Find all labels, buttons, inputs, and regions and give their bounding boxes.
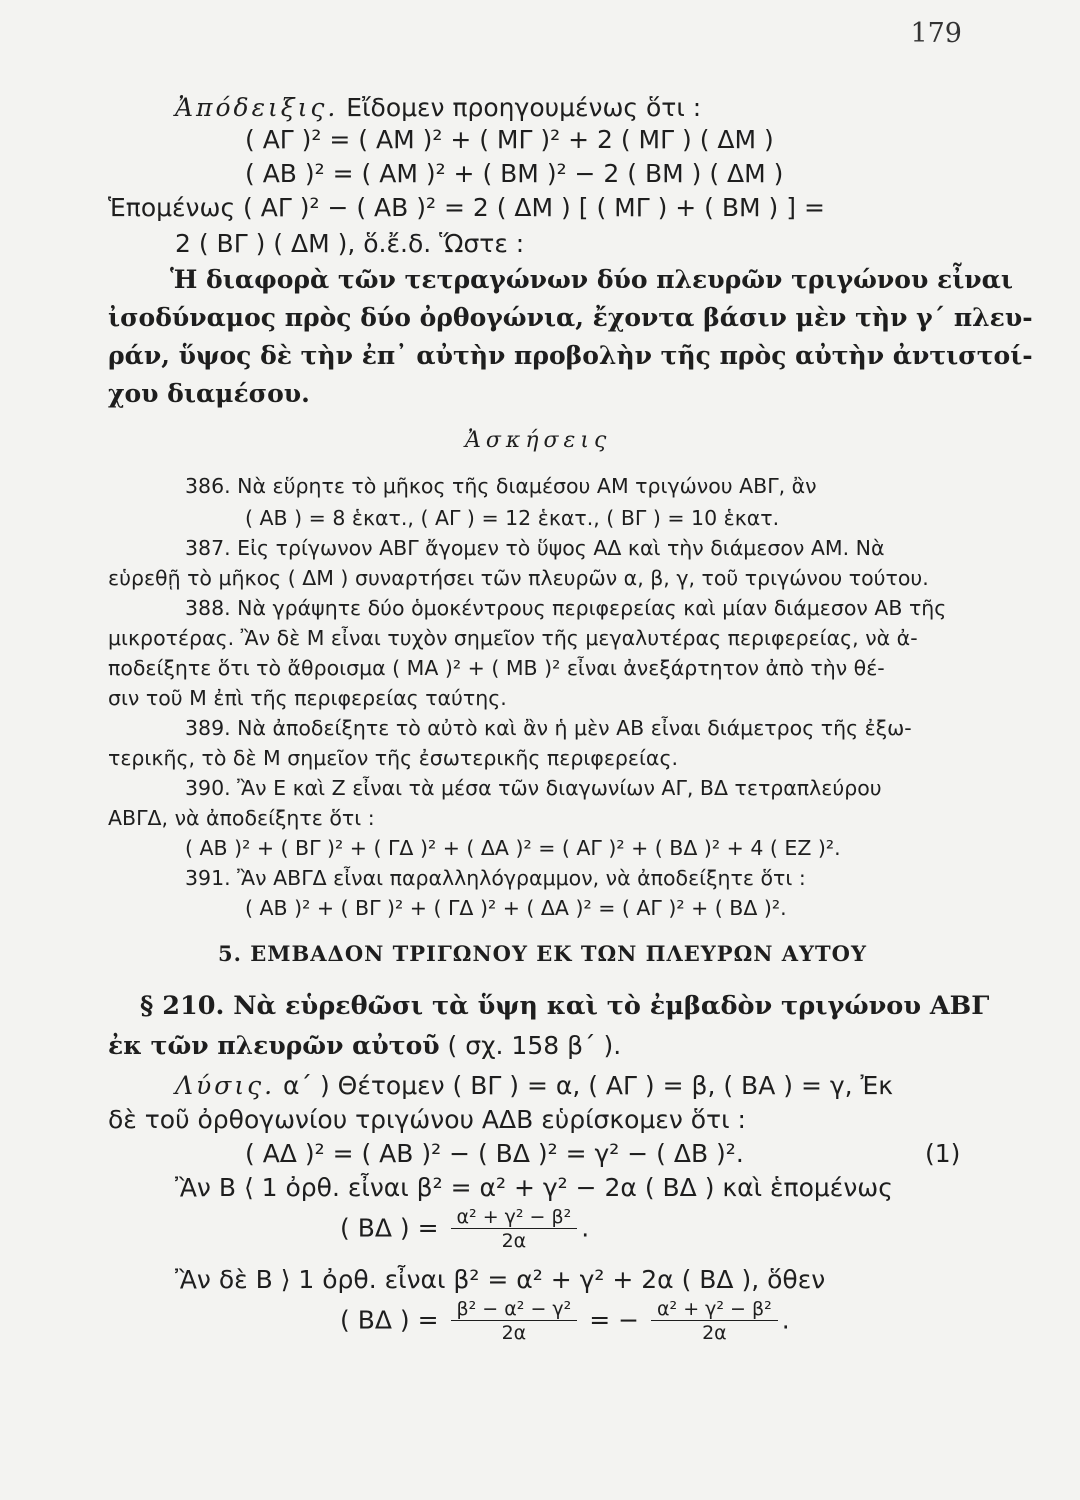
- exercise-387-line-1: 387. Εἰς τρίγωνον ΑΒΓ ἄγομεν τὸ ὕψος ΑΔ καὶ τὴν διάμεσον ΑΜ. Νὰ: [185, 536, 885, 560]
- theorem-line-3: ράν, ὕψος δὲ τὴν ἐπ᾽ αὐτὴν προβολὴν τῆς πρὸς αὐτὴν ἀντιστοί-: [108, 341, 1033, 370]
- exercise-390-line-2: ΑΒΓΔ, νὰ ἀποδείξητε ὅτι :: [108, 806, 375, 830]
- exercise-391-equation: ( ΑΒ )² + ( ΒΓ )² + ( ΓΔ )² + ( ΔΑ )² = ( ΑΓ )² + ( ΒΔ )².: [245, 896, 787, 920]
- problem-210-line-2: [108, 1030, 621, 1062]
- proof-equation-3: Ἑπομένως ( ΑΓ )² − ( ΑΒ )² = 2 ( ΔΜ ) [ ( ΜΓ ) + ( ΒΜ ) ] =: [108, 193, 825, 222]
- solution-line-3: Ἂν Β ⟨ 1 ὀρθ. εἶναι β² = α² + γ² − 2α ( ΒΔ ) καὶ ἑπομένως: [175, 1173, 893, 1202]
- section-heading: 5. ΕΜΒΑΔΟΝ ΤΡΙΓΩΝΟΥ ΕΚ ΤΩΝ ΠΛΕΥΡΩΝ ΑΥΤΟΥ: [218, 941, 867, 966]
- exercise-387-line-2: εὑρεθῇ τὸ μῆκος ( ΔΜ ) συναρτήσει τῶν πλευρῶν α, β, γ, τοῦ τριγώνου τούτου.: [108, 566, 929, 590]
- fraction-1: [451, 1206, 578, 1253]
- figure-reference: ( σχ. 158 β΄ ).: [447, 1031, 622, 1060]
- solution-label: Λύσις.: [175, 1071, 276, 1100]
- proof-label: Ἀπόδειξις.: [175, 93, 339, 122]
- exercise-386-line-2: ( ΑΒ ) = 8 ἑκατ., ( ΑΓ ) = 12 ἑκατ., ( ΒΓ ) = 10 ἑκατ.: [245, 506, 780, 530]
- exercises-title: Ἀσκήσεις: [465, 428, 612, 453]
- theorem-line-1: Ἡ διαφορὰ τῶν τετραγώνων δύο πλευρῶν τριγώνου εἶναι: [170, 265, 1013, 294]
- fraction-1-numerator: α² + γ² − β²: [451, 1206, 578, 1229]
- exercise-388-line-2: μικροτέρας. Ἂν δὲ Μ εἶναι τυχὸν σημεῖον τῆς μεγαλυτέρας περιφερείας, νὰ ἀ-: [108, 626, 918, 650]
- proof-equation-1: ( ΑΓ )² = ( ΑΜ )² + ( ΜΓ )² + 2 ( ΜΓ ) ( ΔΜ ): [245, 125, 774, 154]
- proof-equation-2: ( ΑΒ )² = ( ΑΜ )² + ( ΒΜ )² − 2 ( ΒΜ ) ( ΔΜ ): [245, 159, 784, 188]
- solution-line-1: [175, 1070, 893, 1102]
- proof-intro: Εἴδομεν προηγουμένως ὅτι :: [346, 93, 702, 122]
- theorem-line-4: χου διαμέσου.: [108, 379, 310, 408]
- fraction-equals-minus: = −: [589, 1305, 640, 1335]
- exercise-388-line-4: σιν τοῦ Μ ἐπὶ τῆς περιφερείας ταύτης.: [108, 686, 507, 710]
- solution-definitions: α΄ ) Θέτομεν ( ΒΓ ) = α, ( ΑΓ ) = β, ( ΒΑ ) = γ, Ἐκ: [283, 1071, 894, 1100]
- fraction-2-expression: ( ΒΔ ) = $\frac{\text{β² − α² − γ²}}{2\alpha}$ = − $\frac{\text{α² + γ² − β²}}{2\alpha}$ .: [340, 1298, 790, 1344]
- fraction-3-numerator: α² + γ² − β²: [651, 1298, 778, 1321]
- solution-equation-1: ( ΑΔ )² = ( ΑΒ )² − ( ΒΔ )² = γ² − ( ΔΒ )².: [245, 1139, 744, 1168]
- exercise-388-line-3: ποδείξητε ὅτι τὸ ἄθροισμα ( ΜΑ )² + ( ΜΒ )² εἶναι ἀνεξάρτητον ἀπὸ τὴν θέ-: [108, 656, 885, 680]
- problem-210-text: ἐκ τῶν πλευρῶν αὐτοῦ: [108, 1031, 440, 1060]
- fraction-3-denominator: 2α: [702, 1322, 727, 1344]
- proof-intro-line: [175, 92, 701, 124]
- problem-210-line-1: § 210. Νὰ εὑρεθῶσι τὰ ὕψη καὶ τὸ ἐμβαδὸν τριγώνου ΑΒΓ: [140, 991, 990, 1021]
- equation-tag-1: (1): [925, 1139, 961, 1168]
- fraction-2-denominator: 2α: [501, 1322, 527, 1344]
- exercise-389-line-2: τερικῆς, τὸ δὲ Μ σημεῖον τῆς ἐσωτερικῆς περιφερείας.: [108, 746, 678, 770]
- proof-equation-4: 2 ( ΒΓ ) ( ΔΜ ), ὅ.ἔ.δ. Ὥστε :: [175, 229, 525, 258]
- page-number: 179: [910, 18, 962, 49]
- exercise-390-line-1: 390. Ἂν Ε καὶ Ζ εἶναι τὰ μέσα τῶν διαγωνίων ΑΓ, ΒΔ τετραπλεύρου: [185, 776, 882, 800]
- fraction-2-numerator: β² − α² − γ²: [451, 1298, 578, 1321]
- solution-line-4: Ἂν δὲ Β ⟩ 1 ὀρθ. εἶναι β² = α² + γ² + 2α ( ΒΔ ), ὅθεν: [175, 1265, 826, 1294]
- fraction-3: [651, 1298, 778, 1345]
- fraction-1-expression: ( ΒΔ ) = $\frac{\text{α² + γ² − β²}}{2\alpha}$ .: [340, 1206, 590, 1252]
- exercise-390-equation: ( ΑΒ )² + ( ΒΓ )² + ( ΓΔ )² + ( ΔΑ )² = ( ΑΓ )² + ( ΒΔ )² + 4 ( ΕΖ )².: [185, 836, 841, 860]
- fraction-2: [451, 1298, 578, 1345]
- solution-line-2: δὲ τοῦ ὀρθογωνίου τριγώνου ΑΔΒ εὑρίσκομεν ὅτι :: [108, 1105, 746, 1134]
- exercise-389-line-1: 389. Νὰ ἀποδείξητε τὸ αὐτὸ καὶ ἂν ἡ μὲν ΑΒ εἶναι διάμετρος τῆς ἐξω-: [185, 716, 912, 740]
- exercise-386-line-1: 386. Νὰ εὕρητε τὸ μῆκος τῆς διαμέσου ΑΜ τριγώνου ΑΒΓ, ἂν: [185, 474, 817, 498]
- fraction-1-lhs: ( ΒΔ ) =: [340, 1213, 439, 1243]
- exercise-391-line-1: 391. Ἂν ΑΒΓΔ εἶναι παραλληλόγραμμον, νὰ ἀποδείξητε ὅτι :: [185, 866, 806, 890]
- fraction-1-denominator: 2α: [501, 1230, 527, 1252]
- fraction-2-lhs: ( ΒΔ ) =: [340, 1305, 439, 1335]
- exercise-388-line-1: 388. Νὰ γράψητε δύο ὁμοκέντρους περιφερείας καὶ μίαν διάμεσον ΑΒ τῆς: [185, 596, 947, 620]
- theorem-line-2: ἰσοδύναμος πρὸς δύο ὀρθογώνια, ἔχοντα βάσιν μὲν τὴν γ΄ πλευ-: [108, 303, 1033, 332]
